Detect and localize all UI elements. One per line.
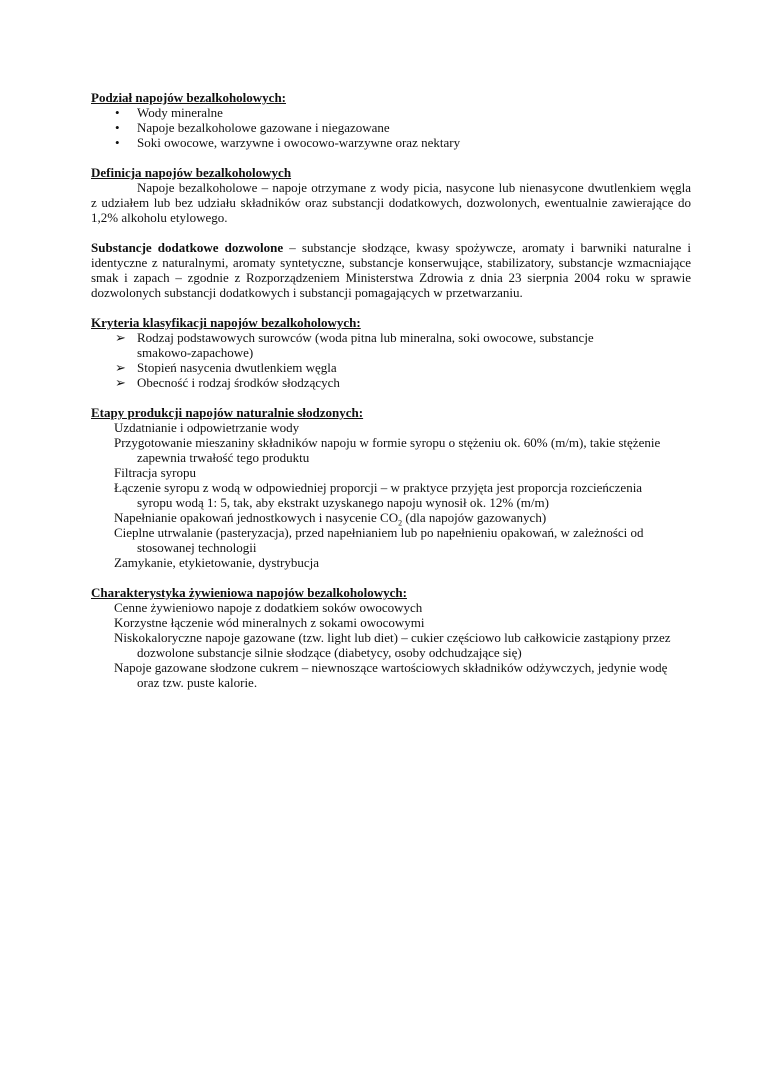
- list-item-continuation: smakowo-zapachowe): [137, 345, 254, 360]
- subscript: 2: [398, 518, 403, 528]
- list-item: Cieplne utrwalanie (pasteryzacja), przed napełnianiem lub po napełnieniu opakowań, w zależności od: [114, 525, 644, 540]
- list-item-continuation: dozwolone substancje silnie słodzące (diabetycy, osoby odchudzające się): [137, 645, 522, 660]
- list-item-text: Stopień nasycenia dwutlenkiem węgla: [137, 360, 337, 375]
- bullet-icon: •: [115, 105, 120, 120]
- section-heading: Podział napojów bezalkoholowych:: [91, 90, 287, 105]
- section-heading: Etapy produkcji napojów naturalnie słodzonych:: [91, 405, 364, 420]
- list-item-text: Napoje bezalkoholowe gazowane i niegazowane: [137, 120, 390, 135]
- paragraph-line: identyczne z naturalnymi, aromaty syntetyczne, substancje konserwujące, stabilizatory, substancje wzmacniające: [91, 255, 691, 270]
- list-item: Łączenie syropu z wodą w odpowiedniej proporcji – w praktyce przyjęta jest proporcja rozcieńczenia: [114, 480, 643, 495]
- list-item: [91, 330, 691, 345]
- list-item-text: Soki owocowe, warzywne i owocowo-warzywne oraz nektary: [137, 135, 461, 150]
- paragraph-line: z udziałem lub bez udziału składników oraz substancji dodatkowych, dozwolonych, ewentualnie zawierające do: [91, 195, 691, 210]
- list-item: Filtracja syropu: [114, 465, 196, 480]
- list-item-continuation: oraz tzw. puste kalorie.: [137, 675, 258, 690]
- list-item: Korzystne łączenie wód mineralnych z sokami owocowymi: [114, 615, 425, 630]
- section-heading: Definicja napojów bezalkoholowych: [91, 165, 292, 180]
- list-item: [91, 360, 691, 375]
- list-item: [91, 105, 691, 120]
- list-item: Uzdatnianie i odpowietrzanie wody: [114, 420, 300, 435]
- list-item: Napoje gazowane słodzone cukrem – niewnoszące wartościowych składników odżywczych, jedynie wodę: [114, 660, 668, 675]
- list-item-text: (dla napojów gazowanych): [402, 510, 547, 525]
- list-item-continuation: syropu wodą 1: 5, tak, aby ekstrakt uzyskanego napoju wynosił ok. 12% (m/m): [137, 495, 549, 510]
- arrow-bullet-icon: ➢: [115, 360, 126, 375]
- list-item: [91, 375, 691, 390]
- list-item: Zamykanie, etykietowanie, dystrybucja: [114, 555, 320, 570]
- paragraph-line: [91, 240, 691, 255]
- list-item: Niskokaloryczne napoje gazowane (tzw. light lub diet) – cukier częściowo lub całkowicie zastąpiony przez: [114, 630, 671, 645]
- bullet-icon: •: [115, 120, 120, 135]
- section-heading: Kryteria klasyfikacji napojów bezalkoholowych:: [91, 315, 361, 330]
- document-page: [91, 90, 691, 690]
- paragraph-line: smak i zapach – zgodnie z Rozporządzeniem Ministerstwa Zdrowia z dnia 23 sierpnia 2004 roku w sprawie: [91, 270, 691, 285]
- list-item-text: Obecność i rodzaj środków słodzących: [137, 375, 340, 390]
- arrow-bullet-icon: ➢: [115, 375, 126, 390]
- list-item-text: Napełnianie opakowań jednostkowych i nasycenie CO: [114, 510, 399, 525]
- list-item: [91, 135, 691, 150]
- list-item: Cenne żywieniowo napoje z dodatkiem soków owocowych: [114, 600, 423, 615]
- list-item: [91, 510, 691, 528]
- list-item: Przygotowanie mieszaniny składników napoju w formie syropu o stężeniu ok. 60% (m/m), takie stężenie: [114, 435, 661, 450]
- arrow-bullet-icon: ➢: [115, 330, 126, 345]
- paragraph-line: dozwolonych substancji dodatkowych i substancji pomagających w przetwarzaniu.: [91, 285, 523, 300]
- list-item: [91, 120, 691, 135]
- paragraph-text: – substancje słodzące, kwasy spożywcze, aromaty i barwniki naturalne i: [283, 240, 691, 255]
- list-item-text: Wody mineralne: [137, 105, 223, 120]
- paragraph-line: Napoje bezalkoholowe – napoje otrzymane z wody picia, nasycone lub nienasycone dwutlenkiem węgla: [137, 180, 691, 195]
- list-item-continuation: zapewnia trwałość tego produktu: [137, 450, 310, 465]
- term: Substancje dodatkowe dozwolone: [91, 240, 284, 255]
- list-item-text: Rodzaj podstawowych surowców (woda pitna lub mineralna, soki owocowe, substancje: [137, 330, 594, 345]
- list-item-continuation: stosowanej technologii: [137, 540, 257, 555]
- paragraph-line: 1,2% alkoholu etylowego.: [91, 210, 228, 225]
- section-heading: Charakterystyka żywieniowa napojów bezalkoholowych:: [91, 585, 407, 600]
- bullet-icon: •: [115, 135, 120, 150]
